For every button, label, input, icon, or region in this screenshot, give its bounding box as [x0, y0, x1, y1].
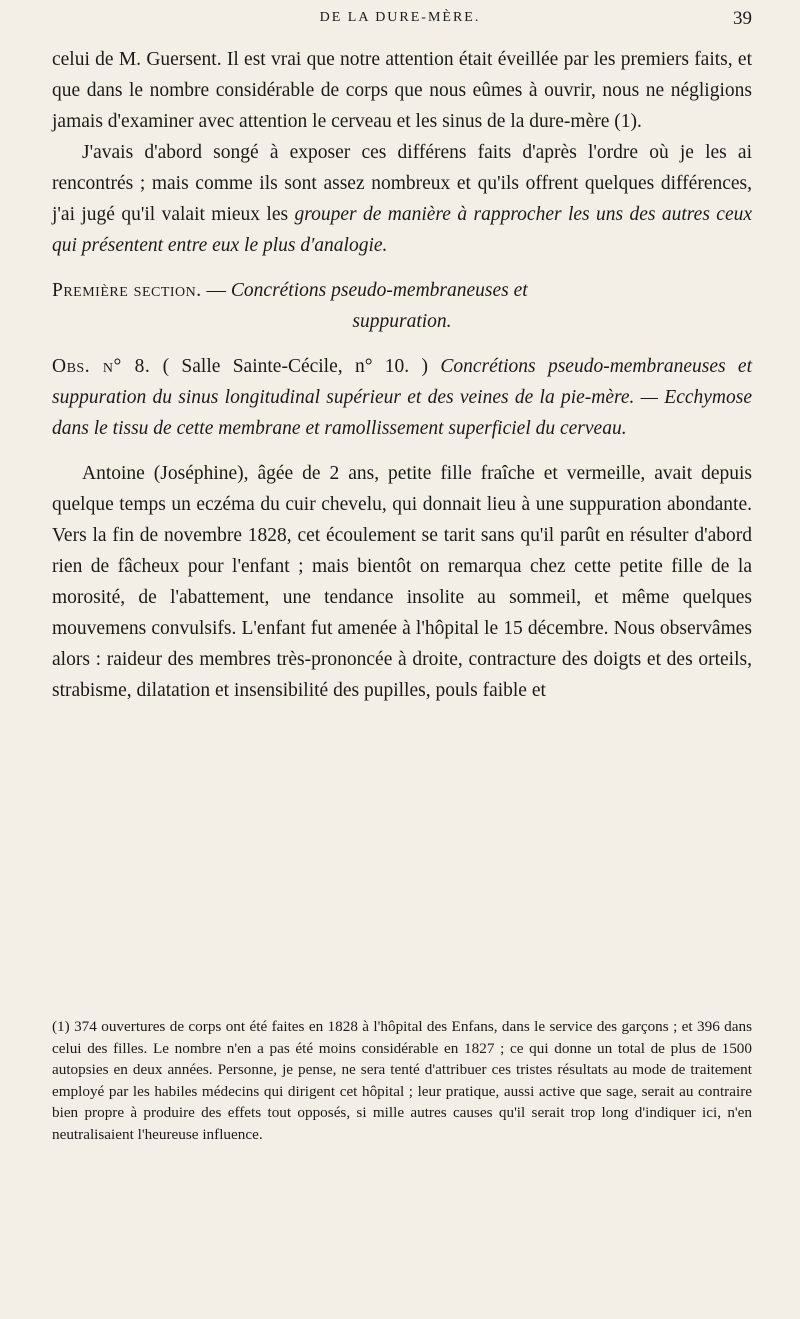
observation-label: Obs. n° 8. [52, 356, 151, 377]
section-title-continuation: suppuration. [352, 311, 452, 332]
page-number: 39 [733, 8, 752, 29]
footnote [52, 1016, 752, 1145]
running-head: DE LA DURE-MÈRE. [319, 10, 481, 25]
main-text [52, 44, 752, 706]
paragraph-method-emphasis: grouper de manière à rapprocher les uns des autres ceux qui présentent entre eux le plus d'analogie. [52, 204, 753, 256]
footnote-text: (1) 374 ouvertures de corps ont été faites en 1828 à l'hôpital des Enfans, dans le service des garçons ; et 396 dans celui des filles. Le nombre n'en a pas été moins considérable en 1827 ; ce qui donne un total de plus de 1500 autopsies en deux années. Personne, je pense, ne sera tenté d'attribuer ces tristes résultats au mode de traitement employé par les habiles médecins qui dirigent cet hôpital ; leur pratique, aussi active que sage, serait au contraire bien propre à produire des effets tout opposés, si mille autres causes qu'il serait trop long d'indiquer ici, n'en neutralisaient l'heureuse influence. [52, 1018, 752, 1143]
observation-title: Concrétions pseudo-membraneuses et suppuration du sinus longitudinal supérieur et des veines de la pie-mère. — Ecchymose dans le tissu de cette membrane et ramollissement superficiel du cerveau. [52, 356, 752, 439]
paragraph-method [52, 137, 752, 261]
section-title: Concrétions pseudo-membraneuses et [230, 280, 528, 301]
observation-ward: ( Salle Sainte-Cécile, n° 10. ) [150, 356, 441, 377]
section-label: Première section. [52, 280, 202, 301]
case-description: Antoine (Joséphine), âgée de 2 ans, petite fille fraîche et vermeille, avait depuis quelque temps un eczéma du cuir chevelu, qui donnait lieu à une suppuration abondante. Vers la fin de novembre 1828, cet écoulement se tarit sans qu'il parût en résulter d'abord rien de fâcheux pour l'enfant ; mais bientôt on remarqua chez cette petite fille de la morosité, de l'abattement, une tendance insolite au sommeil, et même quelques mouvemens convulsifs. L'enfant fut amenée à l'hôpital le 15 décembre. Nous observâmes alors : raideur des membres très-prononcée à droite, contracture des doigts et des orteils, strabisme, dilatation et insensibilité des pupilles, pouls faible et [52, 463, 752, 701]
paragraph-continuation: celui de M. Guersent. Il est vrai que notre attention était éveillée par les premiers faits, et que dans le nombre considérable de corps que nous eûmes à ouvrir, nous ne négligions jamais d'examiner avec attention le cerveau et les sinus de la dure-mère (1). [52, 49, 752, 132]
observation-heading [52, 351, 752, 444]
section-heading [52, 275, 752, 337]
paragraph-method-text: J'avais d'abord songé à exposer ces différens faits d'après l'ordre où je les ai rencontrés ; mais comme ils sont assez nombreux et qu'ils offrent quelques différences, j'ai jugé qu'il valait mieux les [52, 142, 752, 225]
section-dash: — [201, 280, 231, 301]
